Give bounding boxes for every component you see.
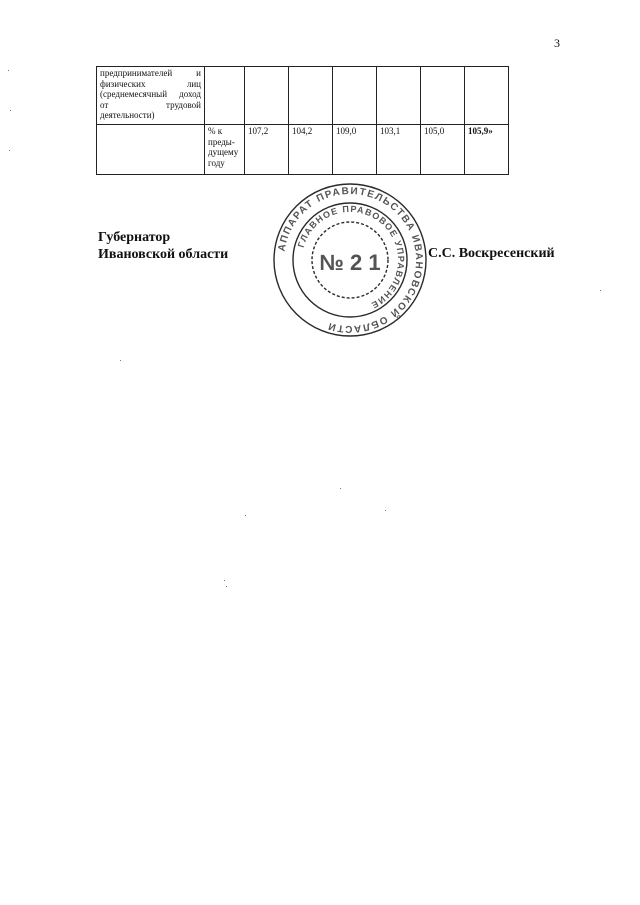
table-cell-value: [377, 67, 421, 125]
data-table: [96, 66, 509, 175]
table-row: [97, 125, 509, 175]
signature-title-line: Губернатор: [98, 230, 171, 245]
table-cell-value: [465, 67, 509, 125]
table-cell-value: 105,9»: [465, 125, 509, 175]
signature-name: С.С. Воскресенский: [428, 246, 555, 261]
table-cell-description: предпринимателей и физических лиц (среднемесячный доход от трудовой деятельности): [97, 67, 205, 125]
table-cell-description: [97, 125, 205, 175]
table-cell-value: 104,2: [289, 125, 333, 175]
signature-title: [98, 229, 228, 263]
stamp-inner-text: ГЛАВНОЕ ПРАВОВОЕ УПРАВЛЕНИЕ: [295, 203, 407, 311]
table-cell-value: 105,0: [421, 125, 465, 175]
official-stamp: [270, 180, 430, 340]
page-number: 3: [554, 36, 560, 50]
table-cell-value: [333, 67, 377, 125]
table-cell-unit: % к преды-дущему году: [205, 125, 245, 175]
stamp-outer-text: АППАРАТ ПРАВИТЕЛЬСТВА ИВАНОВСКОЙ ОБЛАСТИ: [276, 185, 425, 335]
table-cell-value: 109,0: [333, 125, 377, 175]
table-row: [97, 67, 509, 125]
table-cell-unit: [205, 67, 245, 125]
table-cell-value: 107,2: [245, 125, 289, 175]
table-cell-value: [421, 67, 465, 125]
table-cell-value: [245, 67, 289, 125]
stamp-center-text: № 2 1: [319, 250, 381, 275]
table-cell-value: [289, 67, 333, 125]
signature-title-line: Ивановской области: [98, 247, 229, 262]
table-cell-value: 103,1: [377, 125, 421, 175]
